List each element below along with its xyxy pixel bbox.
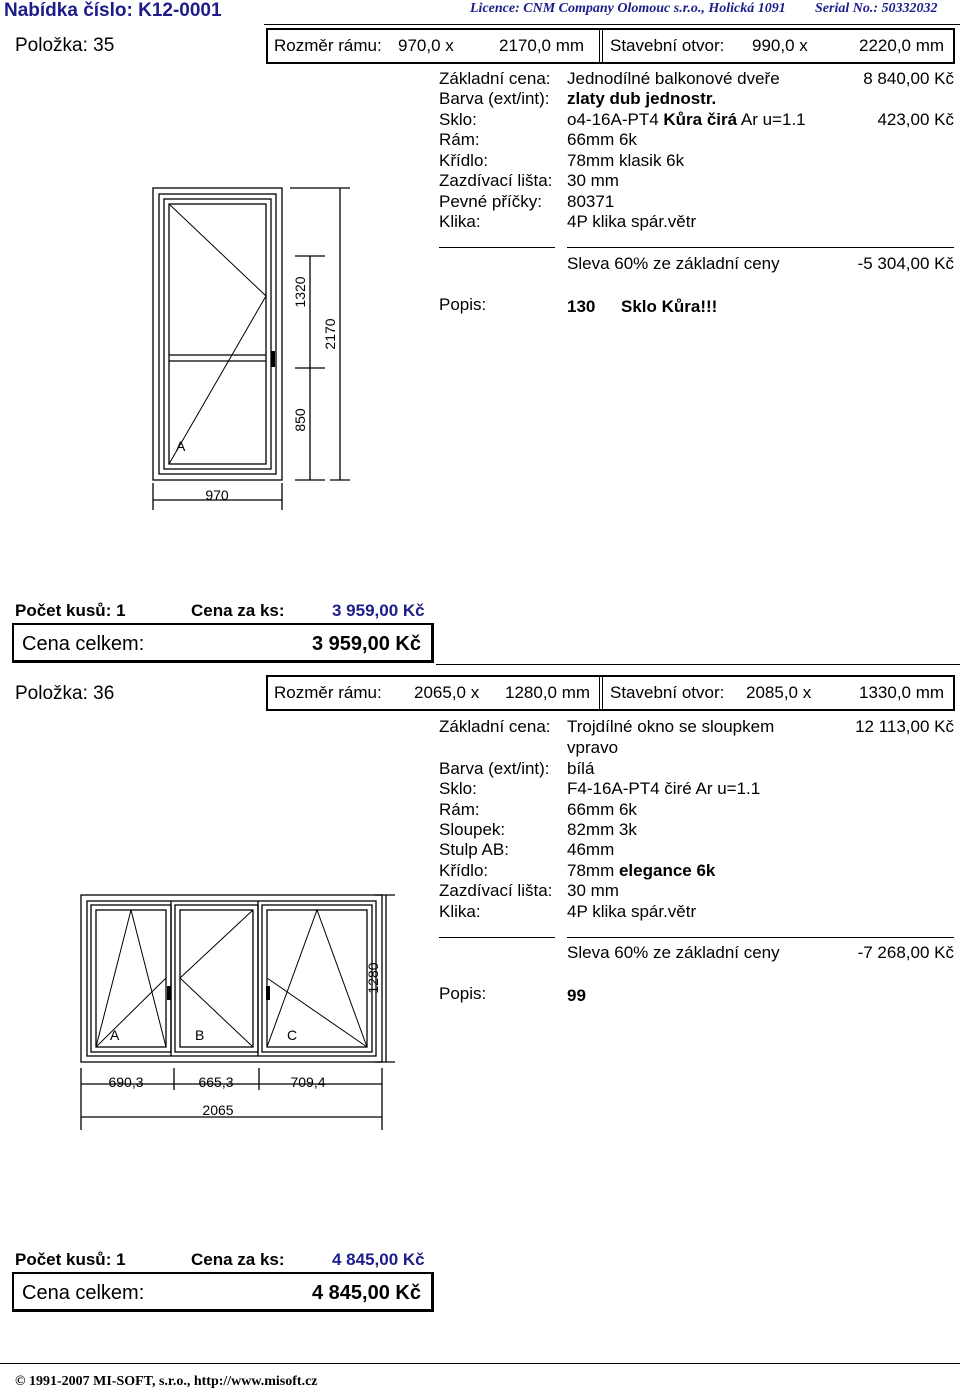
- total-label: Cena celkem:: [22, 1282, 145, 1304]
- spec-label: Zazdívací lišta:: [439, 171, 553, 190]
- footer-rule: [0, 1363, 960, 1364]
- dim-height-bottom: 850: [292, 408, 308, 432]
- spec-label: Sklo:: [439, 110, 477, 129]
- divider: [439, 937, 555, 938]
- handle-icon: [271, 351, 275, 367]
- total-box: [12, 1272, 434, 1312]
- spec-value: zlaty dub jednostr.: [567, 89, 717, 108]
- spec-value: 80371: [567, 192, 615, 211]
- bar-separator: [599, 30, 603, 62]
- divider: [436, 664, 960, 665]
- note-number: 130: [567, 297, 596, 316]
- spec-label: Barva (ext/int):: [439, 759, 550, 778]
- opening-width: 2085,0 x: [746, 683, 812, 702]
- frame-width: 970,0 x: [398, 36, 454, 55]
- spec-value: bílá: [567, 759, 595, 778]
- spec-label: Klika:: [439, 212, 481, 231]
- spec-label: Základní cena:: [439, 717, 551, 736]
- spec-value: Jednodílné balkonové dveře: [567, 69, 780, 88]
- total-box: [12, 623, 434, 663]
- copyright: © 1991-2007 MI-SOFT, s.r.o., http://www.misoft.cz: [15, 1374, 318, 1389]
- spec-label: Sloupek:: [439, 820, 506, 839]
- door-drawing: [140, 180, 350, 510]
- frame-size-label: Rozměr rámu:: [274, 36, 382, 55]
- spec-value: vpravo: [567, 738, 619, 757]
- glass-price: 423,00 Kč: [877, 110, 954, 129]
- discount-amount: -7 268,00 Kč: [857, 943, 954, 962]
- spec-label: Sklo:: [439, 779, 477, 798]
- spec-label: Barva (ext/int):: [439, 89, 550, 108]
- dim-height-total: 2170: [322, 318, 338, 350]
- dim-width-c: 709,4: [290, 1074, 326, 1090]
- spec-value: 78mm klasik 6k: [567, 151, 685, 170]
- spec-value: 66mm 6k: [567, 800, 637, 819]
- unit-price: 3 959,00 Kč: [332, 601, 425, 620]
- total-price: 4 845,00 Kč: [312, 1282, 421, 1304]
- frame-width: 2065,0 x: [414, 683, 480, 702]
- spec-label: Klika:: [439, 902, 481, 921]
- unit-price-label: Cena za ks:: [191, 601, 285, 620]
- opening-height: 2220,0 mm: [859, 36, 945, 55]
- total-label: Cena celkem:: [22, 633, 145, 655]
- opening-size-label: Stavební otvor:: [610, 36, 725, 55]
- spec-value: F4-16A-PT4 čiré Ar u=1.1: [567, 779, 761, 798]
- sash-letter: C: [287, 1027, 298, 1043]
- dimensions-bar: [266, 28, 955, 64]
- dim-height-top: 1320: [292, 276, 308, 308]
- dim-width-total: 2065: [202, 1102, 234, 1118]
- spec-value: o4-16A-PT4 Kůra čirá Ar u=1.1: [567, 110, 806, 129]
- discount-amount: -5 304,00 Kč: [857, 254, 954, 273]
- spec-label: Pevné příčky:: [439, 192, 542, 211]
- opening-height: 1330,0 mm: [859, 683, 945, 702]
- discount-label: Sleva 60% ze základní ceny: [567, 254, 780, 273]
- handle-icon: [266, 986, 270, 1000]
- spec-label: Základní cena:: [439, 69, 551, 88]
- opening-size-label: Stavební otvor:: [610, 683, 725, 702]
- item-label: Položka: 35: [15, 35, 115, 56]
- item-label: Položka: 36: [15, 683, 115, 704]
- discount-label: Sleva 60% ze základní ceny: [567, 943, 780, 962]
- spec-value: Trojdílné okno se sloupkem: [567, 717, 775, 736]
- sash-letter: B: [195, 1027, 205, 1043]
- bar-separator: [599, 677, 603, 709]
- item-number: 35: [93, 35, 115, 56]
- offer-title: Nabídka číslo: K12-0001: [4, 0, 222, 21]
- spec-value: 4P klika spár.větr: [567, 902, 697, 921]
- sash-letter: A: [176, 438, 186, 454]
- quantity-value: 1: [116, 1250, 126, 1269]
- frame-size-label: Rozměr rámu:: [274, 683, 382, 702]
- dim-height: 1280: [365, 962, 381, 994]
- spec-label: Rám:: [439, 130, 480, 149]
- unit-price: 4 845,00 Kč: [332, 1250, 425, 1269]
- dimensions-bar: [266, 675, 955, 711]
- divider: [439, 247, 555, 248]
- spec-value: 30 mm: [567, 881, 619, 900]
- opening-width: 990,0 x: [752, 36, 808, 55]
- spec-value: 66mm 6k: [567, 130, 637, 149]
- frame-height: 2170,0 mm: [499, 36, 585, 55]
- serial-number: Serial No.: 50332032: [815, 1, 938, 16]
- spec-label: Rám:: [439, 800, 480, 819]
- spec-value: 46mm: [567, 840, 615, 859]
- divider: [567, 247, 954, 248]
- base-price: 12 113,00 Kč: [855, 717, 954, 736]
- licence-text: Licence: CNM Company Olomouc s.r.o., Holická 1091: [470, 1, 786, 16]
- base-price: 8 840,00 Kč: [863, 69, 954, 88]
- note-text: Sklo Kůra!!!: [621, 297, 718, 316]
- spec-value: 78mm elegance 6k: [567, 861, 716, 880]
- dim-width: 970: [205, 487, 229, 503]
- quantity-label: Počet kusů: 1: [15, 601, 126, 620]
- spec-label: Křídlo:: [439, 861, 489, 880]
- spec-label: Zazdívací lišta:: [439, 881, 553, 900]
- header-rule: [264, 24, 960, 25]
- note-label: Popis:: [439, 295, 487, 314]
- frame-height: 1280,0 mm: [505, 683, 591, 702]
- handle-icon: [167, 986, 171, 1000]
- spec-label: Křídlo:: [439, 151, 489, 170]
- quantity-label: Počet kusů: 1: [15, 1250, 126, 1269]
- spec-value: 82mm 3k: [567, 820, 637, 839]
- note-number: 99: [567, 986, 586, 1005]
- quantity-value: 1: [116, 601, 126, 620]
- total-price: 3 959,00 Kč: [312, 633, 421, 655]
- item-number: 36: [93, 683, 115, 704]
- divider: [567, 937, 954, 938]
- spec-value: 4P klika spár.větr: [567, 212, 697, 231]
- spec-label: Stulp AB:: [439, 840, 509, 859]
- unit-price-label: Cena za ks:: [191, 1250, 285, 1269]
- dim-width-b: 665,3: [198, 1074, 234, 1090]
- note-label: Popis:: [439, 984, 487, 1003]
- window-drawing: [70, 890, 400, 1130]
- dim-width-a: 690,3: [108, 1074, 144, 1090]
- spec-value: 30 mm: [567, 171, 619, 190]
- sash-letter: A: [110, 1027, 120, 1043]
